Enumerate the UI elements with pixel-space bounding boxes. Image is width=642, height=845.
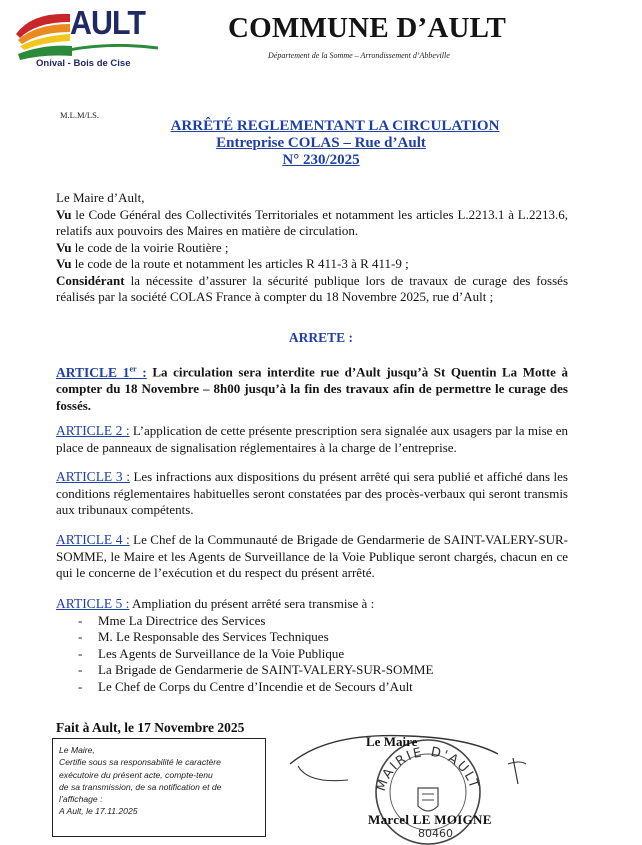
certification-line: Certifie sous sa responsabilité le caractère [59,757,221,768]
department-subtitle: Département de la Somme – Arrondissement d’Abbeville [268,51,450,60]
logo-underline [68,44,158,52]
article-5-text: Ampliation du présent arrêté sera transmise à : [129,596,375,611]
certification-line: l’affichage : [59,794,103,805]
list-item: - M. Le Responsable des Services Techniques [78,629,568,646]
preamble-vu-3: Vu le code de la route et notamment les articles R 411-3 à R 411-9 ; [56,256,409,271]
article-4-text: Le Chef de la Communauté de Brigade de Gendarmerie de SAINT-VALERY-SUR-SOMME, le Maire et les Agents de Surveillance de la Voie Publique seront chargés, chacun en ce qui le concerne de l’exécution et du respect du présent arrêté. [56,532,569,580]
article-5-label: ARTICLE 5 : [56,596,130,611]
recipients-list [56,613,568,696]
article-3 [56,469,568,519]
list-item: - Le Chef de Corps du Centre d’Incendie et de Secours d’Ault [78,679,568,696]
certification-line: de sa transmission, de sa notification et de [59,781,222,792]
commune-title: COMMUNE D’AULT [228,12,507,44]
arrete-heading: ARRETE : [288,330,354,345]
title-line-1: ARRÊTÉ REGLEMENTANT LA CIRCULATION [170,118,500,134]
preamble-vu-2: Vu le code de la voirie Routière ; [56,239,229,255]
article-4 [56,532,568,582]
preamble-considerant: Considérant la nécessite d’assurer la sécurité publique lors de travaux de curage des fossés réalisés par la société COLAS France à compter du 18 Novembre 2025, rue d’Ault ; [56,272,568,304]
logo-word: AULT [70,4,146,41]
stamp-text: MAIRIE D'AULT [373,744,482,794]
logo-emblem-icon [14,6,74,66]
certification-box [52,738,266,837]
preamble-intro: Le Maire d’Ault, [56,190,145,205]
logo-subtitle: Onival - Bois de Cise [36,58,131,69]
mayor-name: Marcel LE MOIGNE [368,812,492,827]
article-1-text: La circulation sera interdite rue d’Ault jusqu’à St Quentin La Motte à compter du 18 Novembre – 8h00 jusqu’à la fin des travaux afin de permettre le curage des fossés. [56,364,569,413]
article-2 [56,423,568,456]
document-title [0,118,642,169]
reference-code: M.L.M/LS. [60,110,99,120]
coat-of-arms-icon [418,788,438,811]
preamble [56,190,568,306]
signed-place-date: Fait à Ault, le 17 Novembre 2025 [56,720,245,735]
certification-line: Le Maire, [59,745,95,755]
mayor-label: Le Maire [366,734,418,749]
stamp-code: 80460 [418,827,453,840]
article-5 [56,596,568,695]
title-line-3: N° 230/2025 [282,152,360,168]
article-1-label: ARTICLE 1er : [56,364,147,380]
certification-line: A Ault, le 17.11.2025 [59,806,138,817]
preamble-vu-1: Vu le Code Général des Collectivités Territoriales et notamment les articles L.2213.1 à L.2213.6, relatifs aux pouvoirs des Maires en matière de circulation. [56,206,568,238]
article-2-label: ARTICLE 2 : [56,423,130,438]
list-item: - Mme La Directrice des Services [78,613,568,630]
article-1 [56,361,568,414]
list-item: - La Brigade de Gendarmerie de SAINT-VALERY-SUR-SOMME [78,662,568,679]
article-2-text: L’application de cette présente prescription sera signalée aux usagers par la mise en place de panneaux de signalisation réglementaires à la charge de l’entreprise. [56,423,568,455]
list-item: - Les Agents de Surveillance de la Voie Publique [78,646,568,663]
article-3-label: ARTICLE 3 : [56,469,130,484]
article-4-label: ARTICLE 4 : [56,532,130,547]
title-line-2: Entreprise COLAS – Rue d’Ault [216,135,426,151]
commune-logo [14,4,154,70]
article-3-text: Les infractions aux dispositions du présent arrêté qui sera publié et affiché dans les conditions réglementaires habituelles seront constatées par des procès-verbaux qui seront transmis aux tribunaux compétents. [56,469,568,517]
certification-line: exécutoire du présent acte, compte-tenu [59,769,213,780]
